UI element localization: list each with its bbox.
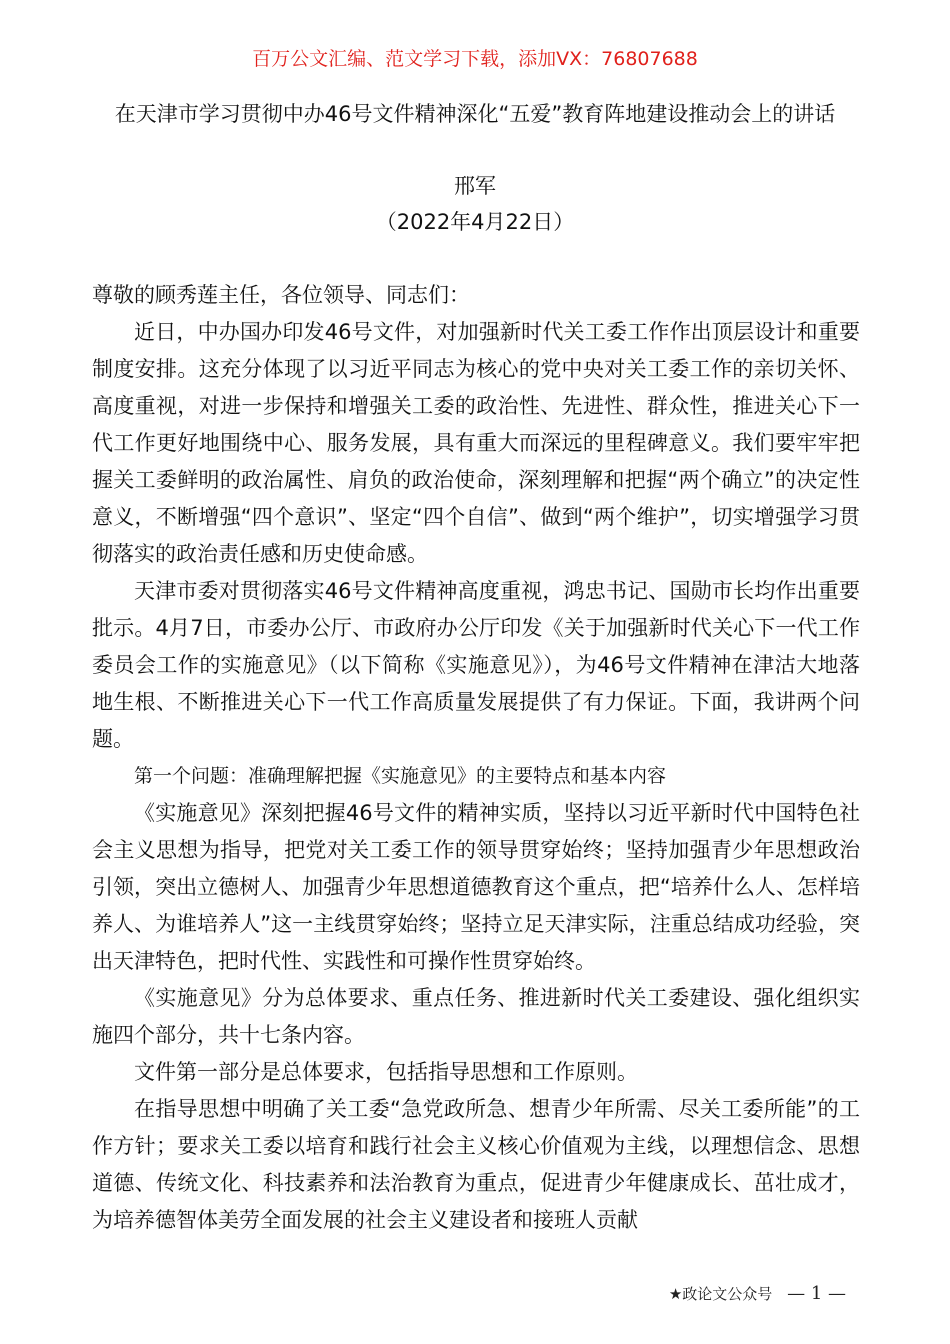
paragraph: 《实施意见》深刻把握46号文件的精神实质，坚持以习近平新时代中国特色社会主义思想为指导，把党对关工委工作的领导贯穿始终；坚持加强青少年思想政治引领，突出立德树人、加强青少年思想道德教育这个重点，把“培养什么人、怎样培养人、为谁培养人”这一主线贯穿始终；坚持立足天津实际，注重总结成功经验，突出天津特色，把时代性、实践性和可操作性贯穿始终。 <box>92 801 860 973</box>
salutation: 尊敬的顾秀莲主任，各位领导、同志们： <box>92 283 470 307</box>
document-author: 邢军 <box>454 174 496 198</box>
section-heading: 第一个问题：准确理解把握《实施意见》的主要特点和基本内容 <box>134 765 667 787</box>
paragraph: 在指导思想中明确了关工委“急党政所急、想青少年所需、尽关工委所能”的工作方针；要求关工委以培育和践行社会主义核心价值观为主线，以理想信念、思想道德、传统文化、科技素养和法治教育为重点，促进青少年健康成长、茁壮成才，为培养德智体美劳全面发展的社会主义建设者和接班人贡献 <box>92 1097 860 1232</box>
document-date: （2022年4月22日） <box>375 210 575 234</box>
paragraph: 近日，中办国办印发46号文件，对加强新时代关工委工作作出顶层设计和重要制度安排。这充分体现了以习近平同志为核心的党中央对关工委工作的亲切关怀、高度重视，对进一步保持和增强关工委的政治性、先进性、群众性，推进关心下一代工作更好地围绕中心、服务发展，具有重大而深远的里程碑意义。我们要牢牢把握关工委鲜明的政治属性、肩负的政治使命，深刻理解和把握“两个确立”的决定性意义，不断增强“四个意识”、坚定“四个自信”、做到“两个维护”，切实增强学习贯彻落实的政治责任感和历史使命感。 <box>92 320 860 566</box>
paragraph: 天津市委对贯彻落实46号文件精神高度重视，鸿忠书记、国勋市长均作出重要批示。4月7日，市委办公厅、市政府办公厅印发《关于加强新时代关心下一代工作委员会工作的实施意见》（以下简称《实施意见》），为46号文件精神在津沽大地落地生根、不断推进关心下一代工作高质量发展提供了有力保证。下面，我讲两个问题。 <box>92 579 860 751</box>
document-body <box>92 277 860 1239</box>
page-footer <box>669 1282 846 1306</box>
page-number: — 1 — <box>787 1283 846 1304</box>
watermark-banner: 百万公文汇编、范文学习下载，添加VX：76807688 <box>252 48 698 70</box>
footer-source: ★政论文公众号 <box>668 1285 773 1303</box>
document-title: 在天津市学习贯彻中办46号文件精神深化“五爱”教育阵地建设推动会上的讲话 <box>114 102 836 126</box>
paragraph: 《实施意见》分为总体要求、重点任务、推进新时代关工委建设、强化组织实施四个部分，共十七条内容。 <box>92 986 860 1047</box>
paragraph: 文件第一部分是总体要求，包括指导思想和工作原则。 <box>134 1060 638 1084</box>
